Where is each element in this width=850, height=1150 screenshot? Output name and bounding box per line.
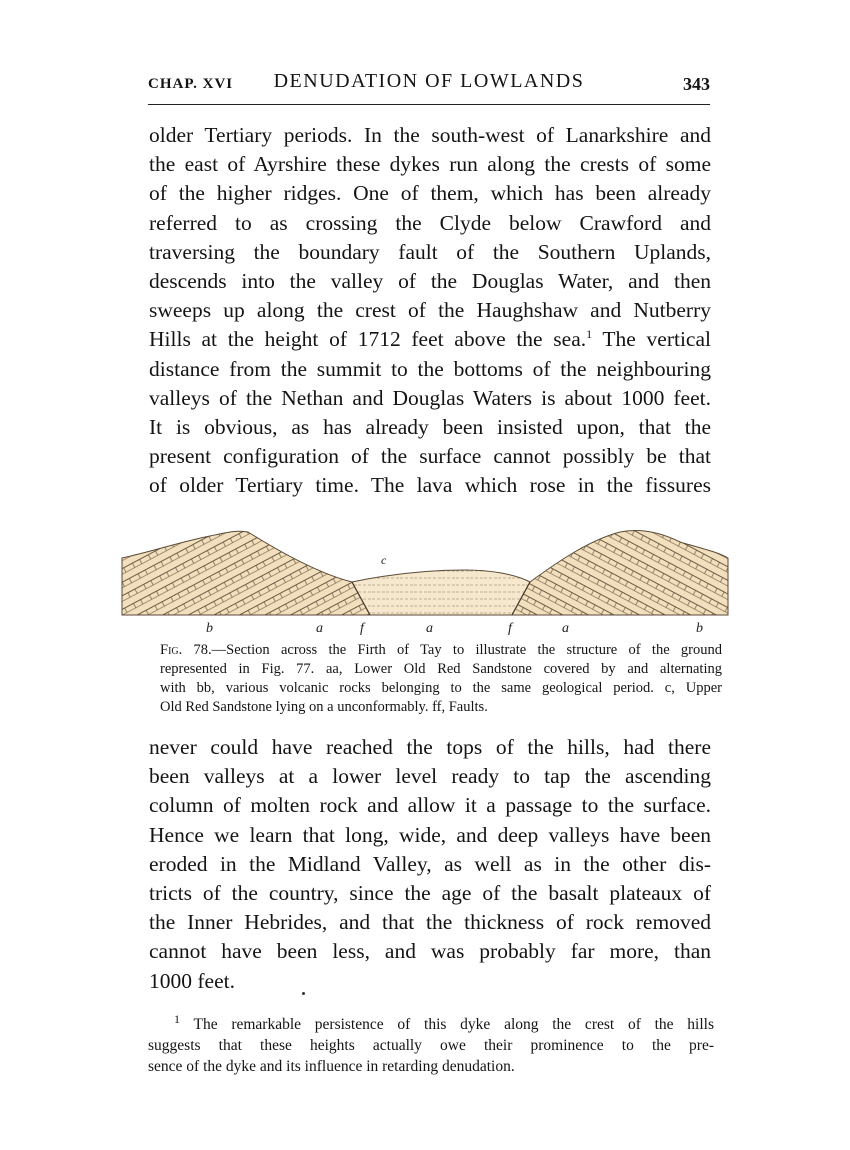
- text-line: sweeps up along the crest of the Haughshaw and Nutberry: [149, 298, 711, 323]
- text-line: present configuration of the surface cannot possibly be that: [149, 444, 711, 469]
- figure-label: f: [508, 621, 512, 636]
- text-line: been valleys at a lower level ready to tap the ascending: [149, 764, 711, 789]
- caption-line: with bb, various volcanic rocks belonging to the same geological period. c, Upper: [160, 680, 722, 696]
- text-line: column of molten rock and allow it a passage to the surface.: [149, 793, 711, 818]
- text-fragment: The vertical: [592, 327, 711, 352]
- text-line: the Inner Hebrides, and that the thickness of rock removed: [149, 910, 711, 935]
- text-line: of the higher ridges. One of them, which has been already: [149, 181, 711, 206]
- stray-mark: [302, 992, 305, 995]
- footnote-marker: 1: [174, 1011, 180, 1026]
- text-line: It is obvious, as has already been insisted upon, that the: [149, 415, 711, 440]
- page-number: 343: [683, 74, 710, 94]
- footnote-line: suggests that these heights actually owe their prominence to the pre-: [148, 1037, 714, 1054]
- body-paragraph-1: [149, 121, 711, 501]
- text-line: of older Tertiary time. The lava which rose in the fissures: [149, 473, 711, 498]
- text-line: older Tertiary periods. In the south-west of Lanarkshire and: [149, 123, 711, 147]
- text-line: valleys of the Nethan and Douglas Waters is about 1000 feet.: [149, 385, 711, 410]
- figure-number: Fig. 78.: [160, 642, 212, 658]
- text-fragment: Hills at the height of 1712 feet above the sea.: [149, 327, 587, 352]
- chapter-label: CHAP. XVI: [148, 76, 234, 92]
- body-paragraph-2: [149, 733, 711, 996]
- figure-label: b: [696, 621, 703, 636]
- figure-label: f: [360, 621, 364, 636]
- text-line: never could have reached the tops of the hills, had there: [149, 735, 711, 759]
- valley-fill: [352, 570, 530, 615]
- text-line: 1000 feet.: [149, 968, 235, 993]
- text-line: Hence we learn that long, wide, and deep valleys have been: [149, 822, 711, 847]
- text-line: the east of Ayrshire these dykes run along the crests of some: [149, 152, 711, 177]
- caption-line: Old Red Sandstone lying on a unconformably. ff, Faults.: [160, 699, 488, 715]
- header-rule: [148, 104, 710, 105]
- left-hill: [122, 531, 370, 615]
- running-title: DENUDATION OF LOWLANDS: [273, 70, 585, 92]
- footnote-text: The remarkable persistence of this dyke along the crest of the hills: [180, 1016, 714, 1033]
- text-line: referred to as crossing the Clyde below Crawford and: [149, 210, 711, 235]
- figure-label: a: [316, 621, 323, 636]
- caption-line: represented in Fig. 77. aa, Lower Old Red Sandstone covered by and alternating: [160, 661, 722, 677]
- footnote-reference: 1: [586, 327, 593, 342]
- text-line: descends into the valley of the Douglas Water, and then: [149, 269, 711, 294]
- text-line: cannot have been less, and was probably far more, than: [149, 939, 711, 964]
- text-line-with-footnote: [149, 325, 711, 354]
- text-line: traversing the boundary fault of the Southern Uplands,: [149, 239, 711, 264]
- figure-caption: [130, 641, 722, 717]
- caption-text: —Section across the Firth of Tay to illustrate the structure of the ground: [211, 642, 722, 658]
- caption-line: [130, 641, 722, 660]
- footnote-line: [148, 1011, 714, 1035]
- footnote: [148, 1011, 714, 1077]
- figure-label: c: [381, 553, 387, 567]
- figure-label: a: [426, 621, 433, 636]
- figure-label: a: [562, 621, 569, 636]
- text-line: distance from the summit to the bottoms of the neighbouring: [149, 356, 711, 381]
- section-illustration: [120, 512, 730, 642]
- text-line: tricts of the country, since the age of the basalt plateaux of: [149, 881, 711, 906]
- figure-label: b: [206, 621, 213, 636]
- geological-section-figure: [120, 512, 730, 642]
- text-line: eroded in the Midland Valley, as well as in the other dis-: [149, 851, 711, 876]
- right-hill: [512, 530, 728, 615]
- running-header: [148, 70, 710, 102]
- footnote-line: sence of the dyke and its influence in retarding denudation.: [148, 1058, 515, 1075]
